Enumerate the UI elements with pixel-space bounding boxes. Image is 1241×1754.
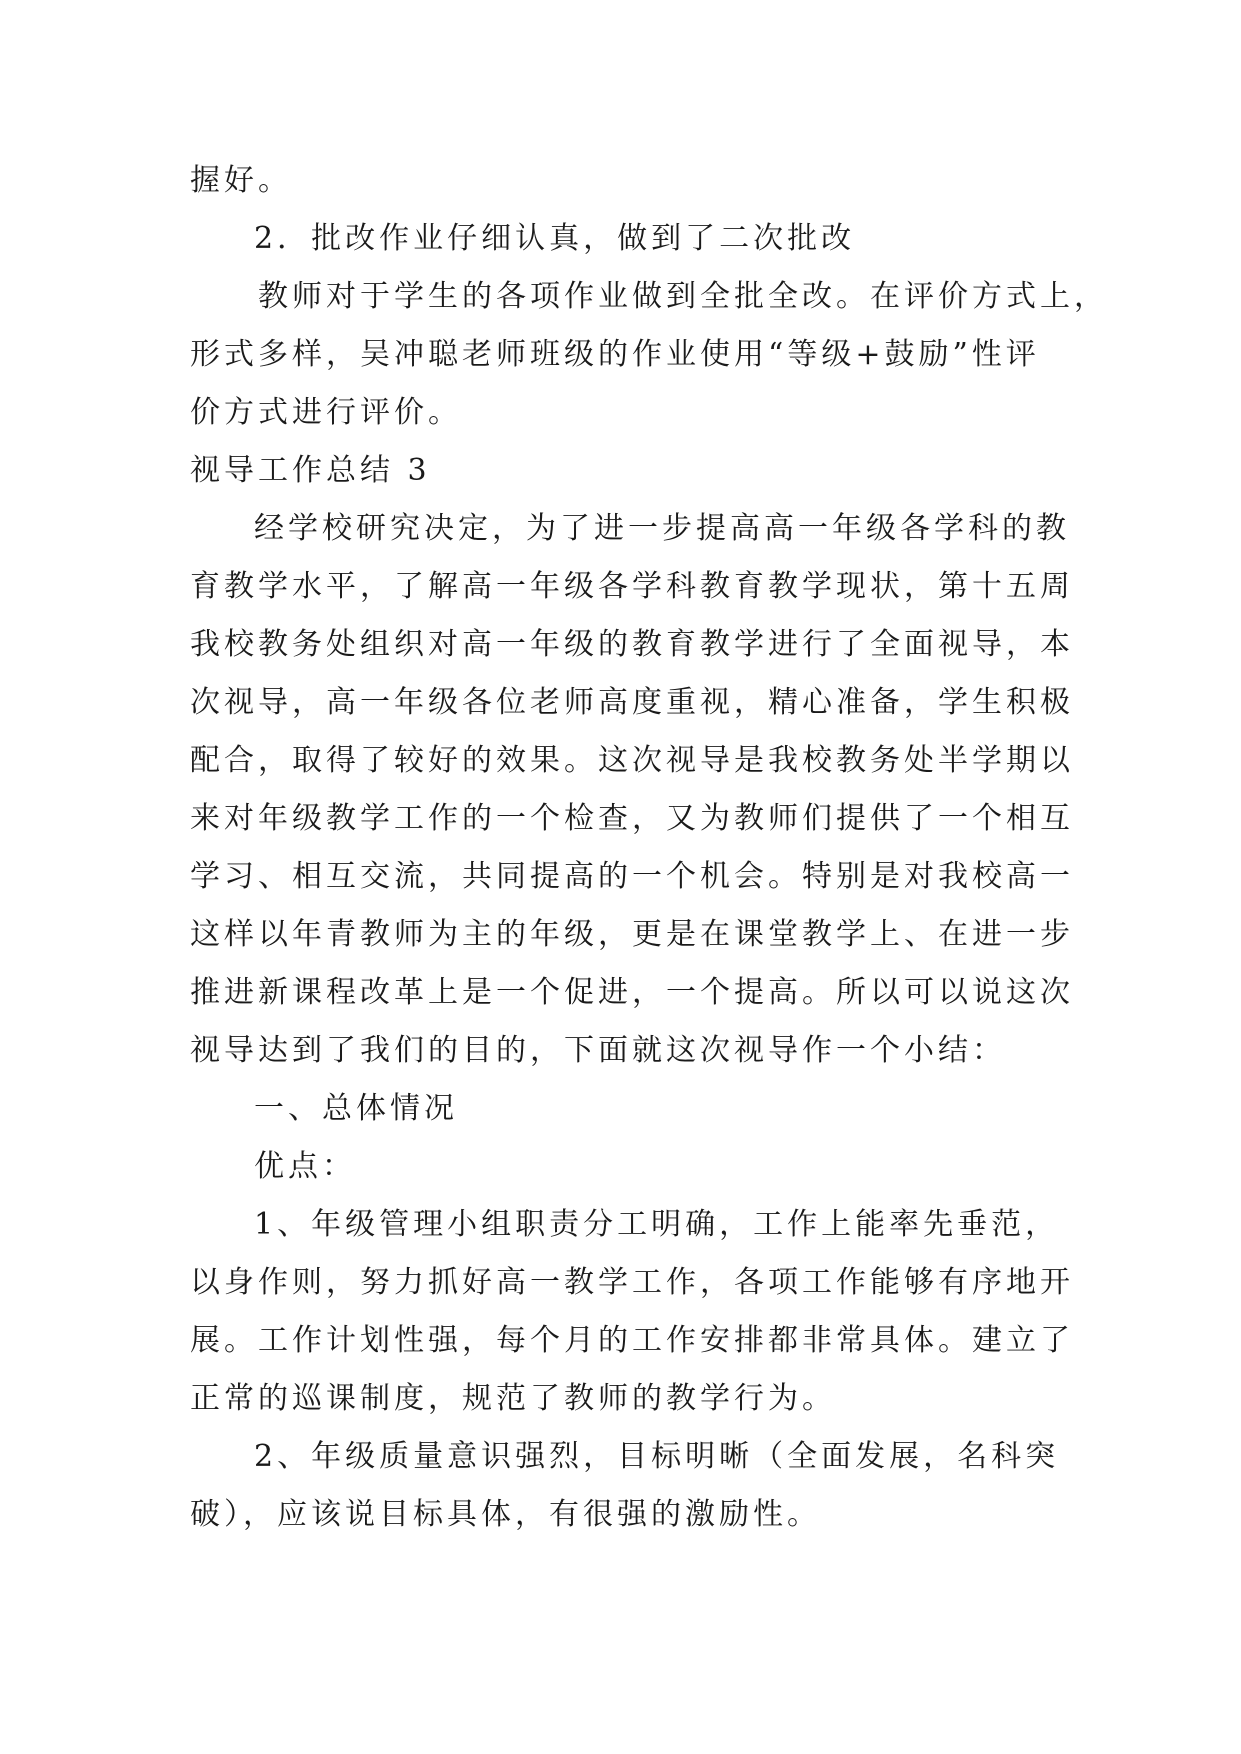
section-heading: 2．批改作业仔细认真，做到了二次批改 <box>254 221 856 256</box>
paragraph-line: 我校教务处组织对高一年级的教育教学进行了全面视导，本 <box>190 627 1074 662</box>
paragraph-line: 学习、相互交流，共同提高的一个机会。特别是对我校高一 <box>190 859 1074 894</box>
paragraph-line: 正常的巡课制度，规范了教师的教学行为。 <box>190 1381 836 1416</box>
document-title: 视导工作总结 3 <box>190 453 431 488</box>
paragraph-line: 视导达到了我们的目的，下面就这次视导作一个小结： <box>190 1033 1006 1068</box>
paragraph-line: 推进新课程改革上是一个促进，一个提高。所以可以说这次 <box>190 975 1074 1010</box>
subheading: 优点： <box>254 1149 356 1184</box>
paragraph-line: 来对年级教学工作的一个检查，又为教师们提供了一个相互 <box>190 801 1074 836</box>
paragraph-line: 次视导，高一年级各位老师高度重视，精心准备，学生积极 <box>190 685 1074 720</box>
paragraph-line: 育教学水平，了解高一年级各学科教育教学现状，第十五周 <box>190 569 1074 604</box>
paragraph-line: 展。工作计划性强，每个月的工作安排都非常具体。建立了 <box>190 1323 1074 1358</box>
paragraph-line: 破），应该说目标具体，有很强的激励性。 <box>190 1497 821 1532</box>
paragraph-line: 形式多样，吴冲聪老师班级的作业使用“等级+鼓励”性评 <box>190 337 1040 372</box>
paragraph-line: 2、年级质量意识强烈，目标明晰（全面发展，名科突 <box>254 1439 1060 1474</box>
paragraph-line: 1、年级管理小组职责分工明确，工作上能率先垂范， <box>254 1207 1060 1242</box>
paragraph-line: 握好。 <box>190 163 292 198</box>
paragraph-line: 以身作则，努力抓好高一教学工作，各项工作能够有序地开 <box>190 1265 1074 1300</box>
paragraph-line: 配合，取得了较好的效果。这次视导是我校教务处半学期以 <box>190 743 1074 778</box>
paragraph-line: 价方式进行评价。 <box>190 395 462 430</box>
section-heading: 一、总体情况 <box>254 1091 458 1126</box>
paragraph-line: 教师对于学生的各项作业做到全批全改。在评价方式上， <box>258 279 1108 314</box>
document-body <box>190 152 1108 1544</box>
paragraph-line: 这样以年青教师为主的年级，更是在课堂教学上、在进一步 <box>190 917 1074 952</box>
paragraph-line: 经学校研究决定，为了进一步提高高一年级各学科的教 <box>254 511 1070 546</box>
